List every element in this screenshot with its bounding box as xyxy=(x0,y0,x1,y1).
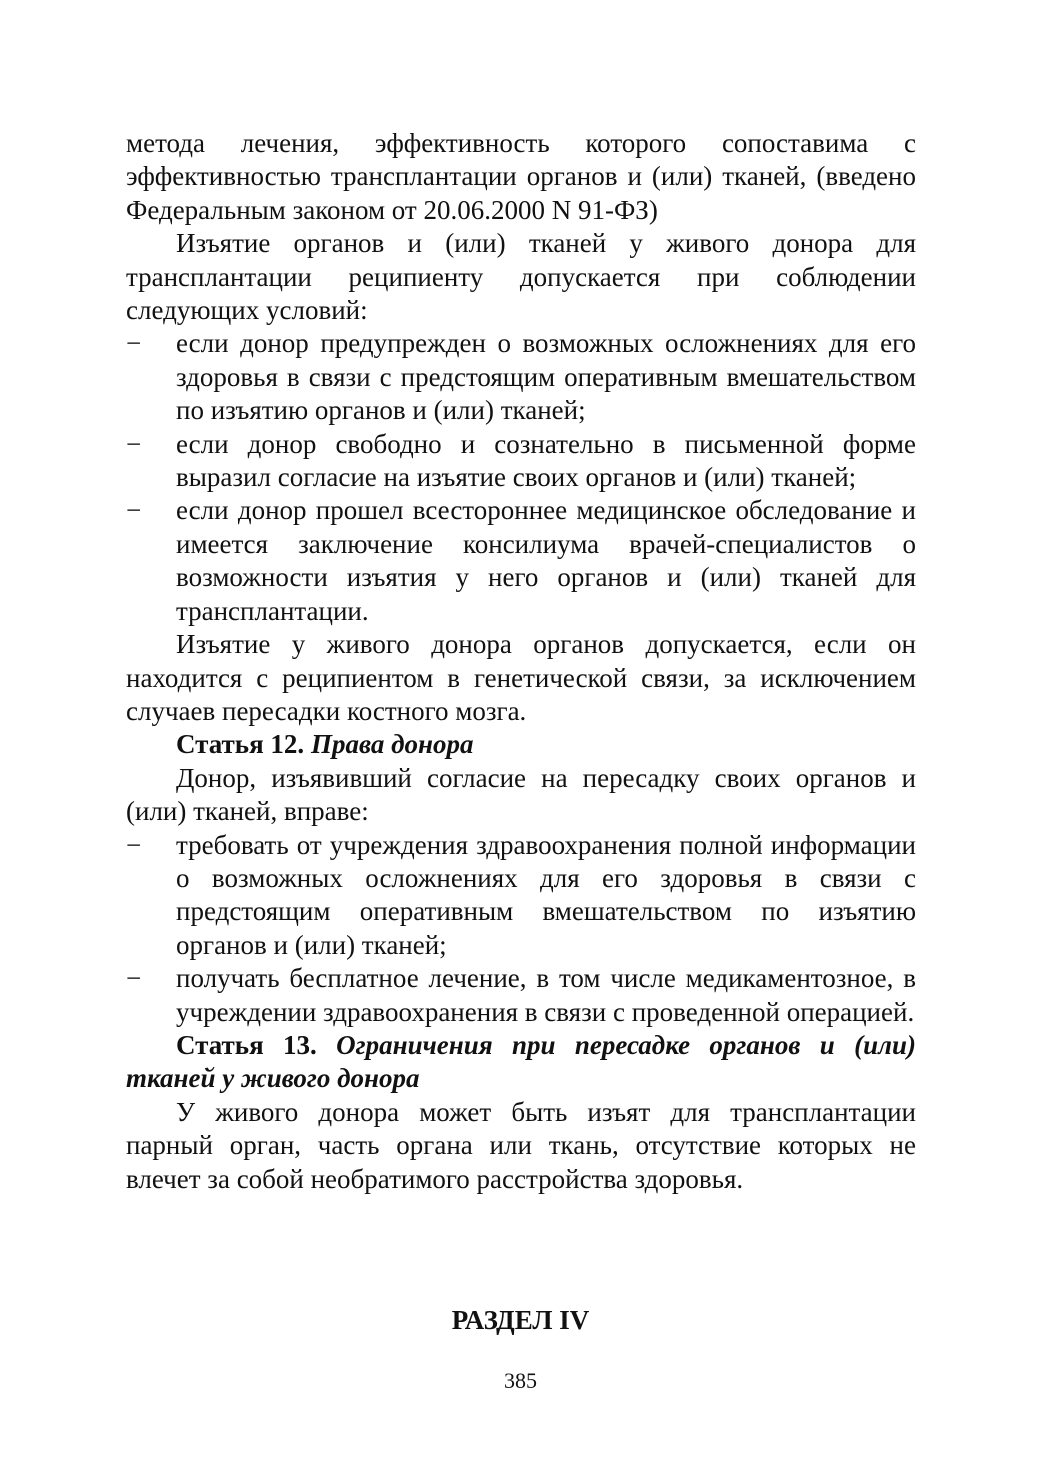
article-13-title: Ограничения при пересадке органов и (или) тканей у живого донора xyxy=(126,1029,916,1094)
list-item xyxy=(126,327,916,427)
list-item-text: требовать от учреждения здравоохранения полной информации о возможных осложнениях для его здоровья в связи с предстоящим оперативным вмешательством по изъятию органов и (или) тканей; xyxy=(176,829,916,960)
list-dash: − xyxy=(126,829,142,860)
article-12-heading xyxy=(126,728,916,761)
page-body xyxy=(126,127,916,1196)
list-item-text: если донор свободно и сознательно в письменной форме выразил согласие на изъятие своих органов и (или) тканей; xyxy=(176,428,916,493)
page-number: 385 xyxy=(504,1368,537,1393)
article-12-number: Статья 12. xyxy=(176,729,305,760)
intro-paragraph: метода лечения, эффективность которого сопоставима с эффективностью трансплантации органов и (или) тканей, (введено Федеральным законом от 20.06.2000 N 91-ФЗ) xyxy=(126,128,916,225)
conditions-list xyxy=(126,327,916,628)
list-item-text: получать бесплатное лечение, в том числе медикаментозное, в учреждении здравоохранения в связи с проведенной операцией. xyxy=(176,963,916,1027)
list-dash: − xyxy=(126,963,142,994)
list-dash: − xyxy=(126,495,142,526)
list-item xyxy=(126,428,916,495)
list-item-text: если донор прошел всестороннее медицинское обследование и имеется заключение консилиума врачей-специалистов о возможности изъятия у него органов и (или) тканей для трансплантации. xyxy=(176,495,916,626)
genetic-relation-paragraph: Изъятие у живого донора органов допускается, если он находится с реципиентом в генетической связи, за исключением случаев пересадки костного мозга. xyxy=(126,629,916,726)
list-dash: − xyxy=(126,328,142,359)
list-item xyxy=(126,962,916,1029)
list-item xyxy=(126,829,916,963)
article-13-body: У живого донора может быть изъят для трансплантации парный орган, часть органа или ткань, отсутствие которых не влечет за собой необратимого расстройства здоровья. xyxy=(126,1096,916,1194)
section-title: РАЗДЕЛ IV xyxy=(451,1305,590,1335)
article-12-title: Права донора xyxy=(310,729,474,760)
article-13-heading xyxy=(126,1029,916,1096)
list-item xyxy=(126,494,916,628)
list-item-text: если донор предупрежден о возможных осложнениях для его здоровья в связи с предстоящим оперативным вмешательством по изъятию органов и (или) тканей; xyxy=(176,328,916,426)
donor-rights-list xyxy=(126,829,916,1029)
article-12-intro: Донор, изъявивший согласие на пересадку своих органов и (или) тканей, вправе: xyxy=(126,762,916,827)
conditions-intro-paragraph: Изъятие органов и (или) тканей у живого донора для трансплантации реципиенту допускается при соблюдении следующих условий: xyxy=(126,228,916,326)
article-13-number: Статья 13. xyxy=(176,1029,317,1060)
list-dash: − xyxy=(126,428,142,459)
